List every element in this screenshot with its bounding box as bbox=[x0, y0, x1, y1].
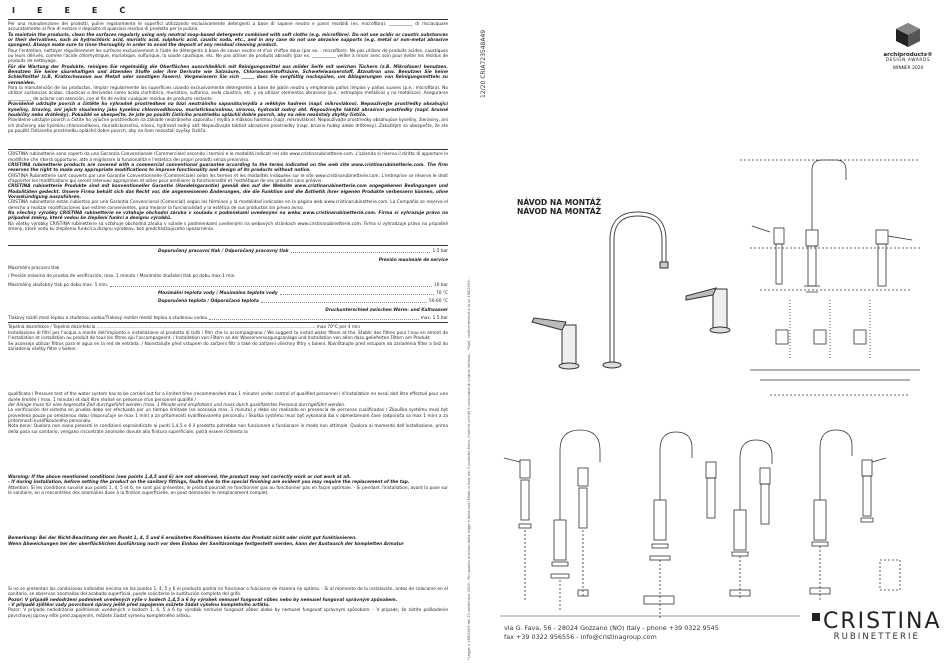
award-year: WINNER 2020 bbox=[892, 66, 924, 71]
table-row-label: Maximálny skúšobný tlak po dobu max. 1 min. bbox=[8, 282, 109, 288]
table-row bbox=[8, 249, 448, 254]
table-row bbox=[8, 291, 448, 296]
warranty-paragraph: Na všechny výrobky CRISTINA rubinetterie se vztahuje obchodní záruka v souladu s podmínkami uvedenými na webu www.cristinarubinetterie.com. Firma si vyhrazuje právo na případné změny, které vedou ke zlepšení funkcí a designu výrobků. bbox=[8, 211, 448, 222]
install-paragraph: Wenn Abweichungen bei der oberflächlichen Ausführung noch vor dem Einbau der Sanitäranlage festgestellt werden, kann der Austausch der kompletten Armatur bbox=[8, 541, 404, 547]
address-line-1: via G. Fava, 56 - 28024 Gozzano (NO) Italy - phone +39 0322 9545 bbox=[504, 624, 719, 632]
table-row-label: Doporučená teplota / Odporúčaná teplota bbox=[158, 299, 259, 305]
table-row-value: 1-5 bar bbox=[432, 249, 448, 255]
montage-title-line-2: NÁVOD NA MONTÁŽ bbox=[517, 206, 602, 216]
maintenance-paragraph: Per una manutenzione dei prodotti, pulire regolarmente le superfici utilizzando esclusivamente detergenti a base di sapone neutro e panni morbidi (es. microfibra). ___________ di risciacquare accuratamente al fine di evitare il deposito di qualsiasi residuo di prodotto per la pulizia. bbox=[8, 22, 448, 33]
install-paragraph bbox=[8, 512, 448, 520]
table-row-value: 16 bar bbox=[434, 282, 448, 288]
section-divider bbox=[8, 245, 448, 246]
section-divider bbox=[8, 19, 448, 20]
installation-notes-section bbox=[8, 325, 448, 619]
document-code: 12/20 CRIA723548A49 bbox=[480, 29, 487, 98]
cristina-logo bbox=[812, 609, 942, 642]
install-paragraph: Pozor: V případě nedodržení podmínek uvedených výše v bodech 1,4,5 a 6 by výrobek nemusel fungovat vůbec nebo by nemusel fungovat správným způsobem. bbox=[8, 597, 398, 603]
table-row-value: 50-60 °C bbox=[428, 299, 448, 305]
logo-brand: CRISTINA bbox=[823, 609, 942, 634]
section-divider bbox=[8, 149, 448, 150]
install-paragraph: Pozor: V prípade nedodržania podmienok uvedených v bodoch 1, 4, 5 a 6 by výrobok nemusel fungovať vôbec alebo by nemusel fungovať správnym spôsobom. - V prípade, že zistíte poškodenie povrchovej úpravy ešte pred zapojením, môžete žiadať výmenu kompletného artiklu. bbox=[8, 608, 448, 619]
legal-note: *Legge n.166/2009 del 20 settembre 2009 - Per quanto previsto dalla legge e dalla sua (Made in Italy per il prodotto finito, materie prime) è comunque di origine italiana... *Sauf, conformément à la loi 166/2009... bbox=[467, 276, 471, 660]
maintenance-paragraph: Pour l'entretien, nettoyer régulièrement les surfaces exclusivement à l'aide de détergents à base de savon neutre et d'un chiffon doux (par ex. : microfibre). Ne pas utiliser de produits acides, caustiques ou leurs dérivés, comme l'acide chlorhydrique, muriatique, sulfurique, la soude caustique, etc. Ne pas utiliser de produits abrasifs (par ex. ___________ veiller à rincer avec soin pour éviter les résidus de produits de nettoyage. bbox=[8, 48, 448, 65]
install-paragraph: Si no se presentan las condiciones indicadas encima en los puntos 1, 4, 5 y 6 el producto podría no funcionar o funcionar de manera no optima. - Si al momento de la instalación, antes de colocarse en el sanitario, se observan anomalías del acabado superficial, puede solicitarse la sustitución completa del grifo. bbox=[8, 587, 448, 598]
install-paragraph: qualificato / Pressure test of the water system has to be carried out for a limited time (recommended max 1 minute) under control of qualified personnel / d'installation en essai doit être effectué pour une durée limitée ( max. 1 minute) et doit être réalisé en présence d'un personnel qualifié / bbox=[8, 392, 448, 403]
table-row-label: / Presión máxima de prueba de verificación, max. 1 minuto / Maximální zkušební tlak po dobu max 1 min. bbox=[8, 274, 236, 280]
install-paragraph: La verificación del sistema en prueba debe ser efectuado por un tiempo limitado (se aconseja max. 1 minuto) y debe ser realizado en presencia de personas cualificadas / Zkouška systému musí být provedená pouze po omezenou dobu (doporučuje se max 1 min) a za přítomnosti kvalifikovaného personálu / Skúška systému musí byť vykonaná iba v obmedzenom čase (odporúča sa max 1 min) a za prítomnosti kvalifikovaného personálu. bbox=[8, 408, 448, 424]
language-header bbox=[12, 6, 448, 18]
install-paragraph: - If during installation, before setting the product on the sanitary fittings, faults due to the special finishing are evident you may require the replacement of the tap. bbox=[8, 480, 410, 486]
language-letter: E bbox=[64, 6, 70, 15]
logo-square-icon bbox=[812, 613, 820, 621]
table-row bbox=[8, 283, 448, 288]
install-paragraph: Tepelná dezinfekce / Tepelná dezinfekcia ................................................................................................................................................................ max 70°C per 4 min bbox=[8, 325, 361, 331]
maintenance-paragraph: Pravidelně udržujte povrch a čistěte ho výhradně prostředkem na bázi neutrálního saponátu/mýdla a měkkým hadrem (např. mikrovlákno). Nepoužívejte prostředky obsahující kyseliny, žíraviny, ani jejich sloučeniny jako kyselinu chlorovodíkovou, muriatickou/solnou, sírovou, hydroxid sodný atd. Nepoužívejte taktéž abrazivní prostředky (např. brusné houbičky nebo drátěnky). Pokaždé se ubezpečte, že jste po použití čisticího prostředku opláchli dobře povrch, aby na něm nezůstaly zbytky čističe. bbox=[8, 102, 448, 118]
award-name: archiproducts® bbox=[883, 52, 933, 58]
address-line-2: fax +39 0322 956556 - info@cristinagroup.com bbox=[504, 633, 657, 641]
language-letter: I bbox=[12, 6, 15, 15]
installation-steps-drawings bbox=[504, 430, 900, 620]
montage-title-line-1: NÁVOD NA MONTÁŽ bbox=[517, 198, 602, 207]
table-row bbox=[8, 274, 448, 279]
warranty-paragraph: CRISTINA rubinetterie products are covered with a commercial conventional guarantee according to the terms indicated on the web site www.cristinarubinetterie.com. The firm reserves the right to make any appropriate modifications to improve functionality and design of its products without notice. bbox=[8, 162, 448, 174]
table-row-label: Doporučený pracovní tlak / Odporúčaný pracovný tlak bbox=[158, 249, 289, 255]
warranty-paragraph: CRISTINA rubinetterie Produkte sind mit konventioneller Garantie (Handelsgarantie) gemäß den auf der Website www.cristinarubinetterie.com angegebenen Bedingungen und Modalitäten gedeckt. Unsere Firma behält sich das Recht vor, die angemessenen Änderungen, die die Funktion und die Ästhetik ihrer eigenen Produkte verbessern können, ohne Vorankündigung auszuführen. bbox=[8, 184, 448, 200]
warranty-paragraph: Na všetky výrobky CRISTINA rubinetterie sa vzťahuje obchodná záruka v súlade s podmienkami uvedenými na webových stránkach www.cristinarubinetterie.com. Firma si vyhradzuje právo na prípadné zmeny, ktoré vedú ku zlepšeniu funkcií a dizajnu výrobkov, bez predchádzajúceho upozornenia. bbox=[8, 221, 448, 233]
maintenance-section bbox=[8, 22, 448, 134]
faucet-dimension-drawing-top bbox=[740, 160, 920, 395]
install-paragraph: Warning: If the above mentioned conditions (see points 1,4,5 and 6) are not observed, the product may not correctly work or not work at all. bbox=[8, 474, 351, 480]
table-row bbox=[8, 299, 448, 304]
table-row bbox=[8, 308, 448, 313]
section-divider bbox=[8, 322, 448, 323]
logo-subtitle: RUBINETTERIE bbox=[833, 632, 920, 642]
warranty-section bbox=[8, 152, 448, 232]
maintenance-paragraph: Pravidelne udržujte povrch a čistite ho výlučne prostriedkom na základe neutrálneho saponátu / mydla a mäkkou handrou (napr. mikrovlákno). Nepoužívajte prostriedky obsahujúce kyseliny, žieraviny, ani ich zlúčeniny ako kyselinu chlorovodíkovú, muriatickú/soľnú, sírovú, hydroxid sodný atď. Nepoužívajte taktiež abrazívne prostriedky (napr. brúsne hubky alebo drôtenky). Zakaždým sa ubezpečte, že ste po použití čistiaceho prostriedku opláchli dobre povrch, aby na ňom nezostali zvyšky čističa. bbox=[8, 118, 448, 134]
table-row-label: Maximální teplota vody / Maximálna teplota vody bbox=[158, 291, 278, 297]
table-row-label: Tlakový rozdíl mezi teplou a studenou vodou/Tlakový rozdiel medzi teplou a studenou vodou bbox=[8, 316, 208, 322]
maintenance-paragraph: Para la manutención de los productos, limpiar regularmente las superficies usando exclusivamente detergentes a base de jabón neutro y empleando paños limpios y paños suaves (p.e.: microfibra). No utilizar sustancias ácidas, cáusticas o derivados como ácido clorhídrico, muriático, sulfúrico, soda cáustica, etc. y no utilizar elementos abrasivos (p.e.: estropajos metálicos y no metálicos). Asegurarse ___________ de aclarar con atención, con el fin de evitar cualquier residuo de producto restante. bbox=[8, 86, 448, 102]
install-paragraph bbox=[8, 451, 448, 459]
install-paragraph: - V případě zjištění vady povrchové úpravy ještě před zapojením můžete žádat výměnu kompletního artiklu. bbox=[8, 603, 270, 609]
award-sub: DESIGN AWARDS bbox=[885, 58, 931, 63]
table-row-label: Maximální pracovní tlak bbox=[8, 266, 60, 272]
instructions-column bbox=[8, 6, 448, 661]
language-letter: E bbox=[91, 6, 98, 15]
warranty-paragraph: CRISTINA rubinetterie sono coperti da una Garanzia Convenzionale (Commerciale) secondo i termini e le modalità indicati nel sito www.cristinarubinetterie.com. L'azienda si riserva il diritto di apportare le modifiche che riterrà opportune, atte a migliorare la funzionalità e l'estetica dei propri prodotti senza preavviso. bbox=[8, 152, 448, 163]
table-row-label: Presión maximale de service bbox=[378, 257, 448, 263]
table-row bbox=[8, 266, 448, 271]
warranty-paragraph: CRISTINA Rubinetterie sont couverts par une Garantie Conventionnelle (Commerciale) selon les termes et les modalités indiquées sur le site www.cristinarubinetterie.com. L'entreprise se réserve le droit d'apporter les modifications qui seront retenues appropriées et utiles pour améliorer la fonctionnalité et l'esthétique de ses produits sans préavis. bbox=[8, 173, 448, 184]
table-row-label: Druckunterschied zwischen Warm- und Kaltwasser bbox=[325, 307, 448, 313]
install-paragraph: Attention: Si les conditions susvisé aux points 1, 4, 5 et 6, ne sont pas présentes, le produit pourrait ne fonctionner pas ou fonctionner pas en façon optimale. - Si pendant l'installation, avant la pose sur le sanitaire, on a rencontrées des anomalies dues à la finition superficielle, on peut demander le remplacement complet. bbox=[8, 485, 448, 496]
install-paragraph: Installazione di filtri per l'acqua a monte dell'impianto e installazione al prodotto di tutti i filtri che lo accompagnano / We suggest to install water filters at the. Etablir des filtres pour l'eau en amont de l'installation et installation au produit de tous les filtres qui l'accompagnent. / Installation von Filtern an der Wasserversorgungsanlage und Installation von allen dazu gelieferten Filtern am Produkt. bbox=[8, 330, 448, 342]
faucet-main-drawing bbox=[532, 214, 730, 369]
install-paragraph: der Anlage muss für eine begrenzte Zeit durchgeführt werden (max. 1 Minute wird empfohlen) und muss durch qualifiziertes Personal durchgeführt werden. bbox=[8, 402, 346, 408]
technical-data-table bbox=[8, 249, 448, 321]
install-paragraph: Se aconseja utilizar filtros para el agua en la red de entrada. / Nainstalujte před vstupem do zařízení filtr a také do zařízení všechny filtry v balení. Nainštalujte pred vstupom do zariadenia filter a tiež do zariadenia všetky filtre v balení. bbox=[8, 341, 448, 352]
install-paragraph bbox=[8, 368, 448, 376]
technical-drawings bbox=[460, 0, 950, 667]
install-paragraph bbox=[8, 563, 448, 571]
table-row-value: 70 °C bbox=[436, 291, 448, 297]
table-row-value: max. 1.5 bar bbox=[420, 316, 448, 322]
table-row bbox=[8, 316, 448, 321]
maintenance-paragraph: Für die Wartung der Produkte, reinigen Sie regelmäßig die Oberflächen ausschließlich mit Reinigungsmittel aus milder Seife mit weichen Tüchern (z.B. Mikrofaser) benutzen. Benutzen Sie keine säurehaltigen und ätzenden Stoffe oder ihre Derivate wie Salzsäure, Chlorwasserstoffsäure, Schwefelwasserstoff, Ätznatron usw. Benutzen Sie keine Schleifmittel (z.B. Kratzschwamm aus Metall oder sonstigen Fasern). Vergewissern Sie sich ______ dass Sie sorgfältig nachspülen, um Ablagerungen von Reinigungsmitteln zu vermeiden. bbox=[8, 64, 448, 86]
maintenance-paragraph: To maintain the products, clean the surfaces regularly using only neutral soap-based detergents combined with soft cloths (e.g. microfibre). Do not use acidic or caustic substances or their derivatives, such as hydrochloric acid, muriatic acid, sulphuric acid, caustic soda, etc., and in any case do not use abrasive supports (e.g. metal or non-metal abrasive sponges). Always make sure to rinse thoroughly in order to avoid the deposit of any residual cleaning product. bbox=[8, 32, 448, 49]
install-paragraph: Bemerkung: Bei der Nicht-Beachtung der am Punkt 1, 4, 5 und 6 erwähnten Konditionen könnte das Produkt nicht oder nicht gut funktionieren. bbox=[8, 536, 357, 542]
table-row bbox=[8, 258, 448, 263]
company-address bbox=[504, 624, 719, 642]
language-letter: E bbox=[36, 6, 43, 15]
install-paragraph: Nota bene: Qualora non siano presenti le condizioni sopraindicate ai punti 1,4,5 e 6 il prodotto potrebbe non funzionare o funzionare in modo non ottimale. Qualora al momento dell'installazione, prima della posa sul sanitario, vengano riscontrate anomalie dovute alla finitura superficiale, potrà essere richiesta la bbox=[8, 424, 448, 435]
warranty-paragraph: CRISTINA rubinetterie están cubiertos por una Garantía Convencional (Comercial) según los términos y la modalidad indicados en la página web www.cristinarubinetterie.com. La Compañía se reserva el derecho a realizar modificaciones que estime convenientes, para mejorar la funcionalidad y la estética de sus productos sin previo aviso. bbox=[8, 200, 448, 211]
language-letter: Č bbox=[119, 6, 126, 15]
